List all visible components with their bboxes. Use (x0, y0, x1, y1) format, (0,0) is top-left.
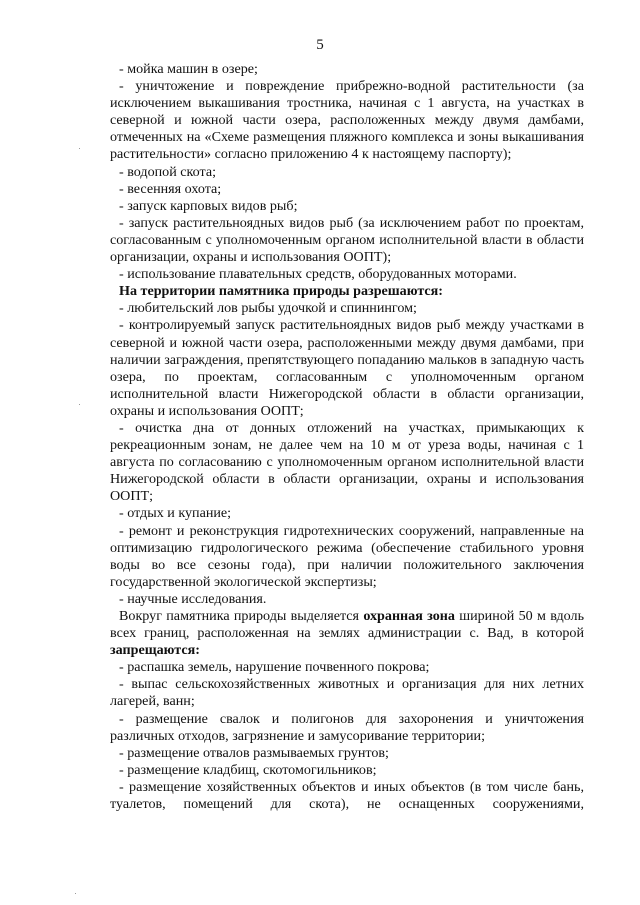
paragraph-permitted-bottom-cleaning: - очистка дна от донных отложений на участках, примыкающих к рекреационным зонам, не далее чем на 10 м от уреза воды, начиная с 1 августа по согласованию с уполномоченным органом исполнительной власти Нижегородской области в области организации, охраны и использования ООПТ; (110, 419, 584, 505)
scan-speck (75, 893, 76, 894)
paragraph-permitted-research: - научные исследования. (119, 590, 267, 607)
paragraph-prohibited-car-wash: - мойка машин в озере; (119, 61, 258, 77)
scan-speck (79, 148, 80, 149)
paragraph-zone-prohibited-facilities: - размещение хозяйственных объектов и иных объектов (в том числе бань, туалетов, помещений для скота), не оснащенных сооружениями, (110, 778, 584, 813)
paragraph-prohibited-herbivorous-fish-release: - запуск растительноядных видов рыб (за исключением работ по проектам, согласованным с уполномоченным органом исполнительной власти в области организации, охраны и использования ООПТ); (110, 214, 584, 266)
protection-zone-text-middle: шириной 50 м вдоль всех границ, расположенная на землях администрации с. Вад, в которой (110, 608, 584, 642)
paragraph-permitted-fishing: - любительский лов рыбы удочкой и спиннингом; (119, 300, 417, 317)
paragraph-protection-zone (110, 608, 584, 659)
heading-permitted-activities: На территории памятника природы разрешаются: (119, 283, 443, 300)
paragraph-prohibited-cattle-watering: - водопой скота; (119, 163, 217, 180)
paragraph-permitted-hydro-repair: - ремонт и реконструкция гидротехнических сооружений, направленные на оптимизацию гидрологического режима (обеспечение стабильного уровня воды во все сезоны года), при наличии положительного заключения государственной экологической экспертизы; (110, 522, 584, 590)
paragraph-zone-prohibited-grazing: - выпас сельскохозяйственных животных и организация для них летних лагерей, ванн; (110, 676, 584, 710)
paragraph-permitted-controlled-fish-release: - контролируемый запуск растительноядных видов рыб между участками в северной и южной части озера, расположенными между двумя дамбами, при наличии заграждения, препятствующего попаданию мальков в западную часть озера, по проектам, согласованным с уполномоченным органом исполнительной власти Нижегородской области в области организации, охраны и использования ООПТ; (110, 317, 584, 419)
paragraph-zone-prohibited-soil-dumps: - размещение отвалов размываемых грунтов; (119, 744, 389, 761)
scan-speck (79, 404, 80, 405)
protection-zone-text-before: Вокруг памятника природы выделяется (119, 608, 364, 624)
paragraph-prohibited-spring-hunting: - весенняя охота; (119, 180, 222, 197)
protection-zone-term: охранная зона (363, 608, 455, 624)
protection-zone-prohibited-label: запрещаются: (110, 642, 200, 659)
document-body (110, 61, 584, 813)
paragraph-zone-prohibited-dumps: - размещение свалок и полигонов для захоронения и уничтожения различных отходов, загрязнение и замусоривание территории; (110, 710, 584, 744)
paragraph-prohibited-carp-release: - запуск карповых видов рыб; (119, 197, 298, 214)
paragraph-permitted-recreation: - отдых и купание; (119, 505, 232, 522)
paragraph-prohibited-motor-boats: - использование плавательных средств, оборудованных моторами. (119, 266, 517, 283)
paragraph-prohibited-vegetation-destruction: - уничтожение и повреждение прибрежно-водной растительности (за исключением выкашивания тростника, начиная с 1 августа, на участках в северной и южной части озера, расположенных между двумя дамбами, отмеченных на «Схеме размещения пляжного комплекса и зоны выкашивания растительности» согласно приложению 4 к настоящему паспорту); (110, 78, 584, 163)
paragraph-zone-prohibited-cemeteries: - размещение кладбищ, скотомогильников; (119, 761, 377, 778)
paragraph-zone-prohibited-ploughing: - распашка земель, нарушение почвенного покрова; (119, 659, 430, 676)
page-number: 5 (316, 37, 324, 53)
